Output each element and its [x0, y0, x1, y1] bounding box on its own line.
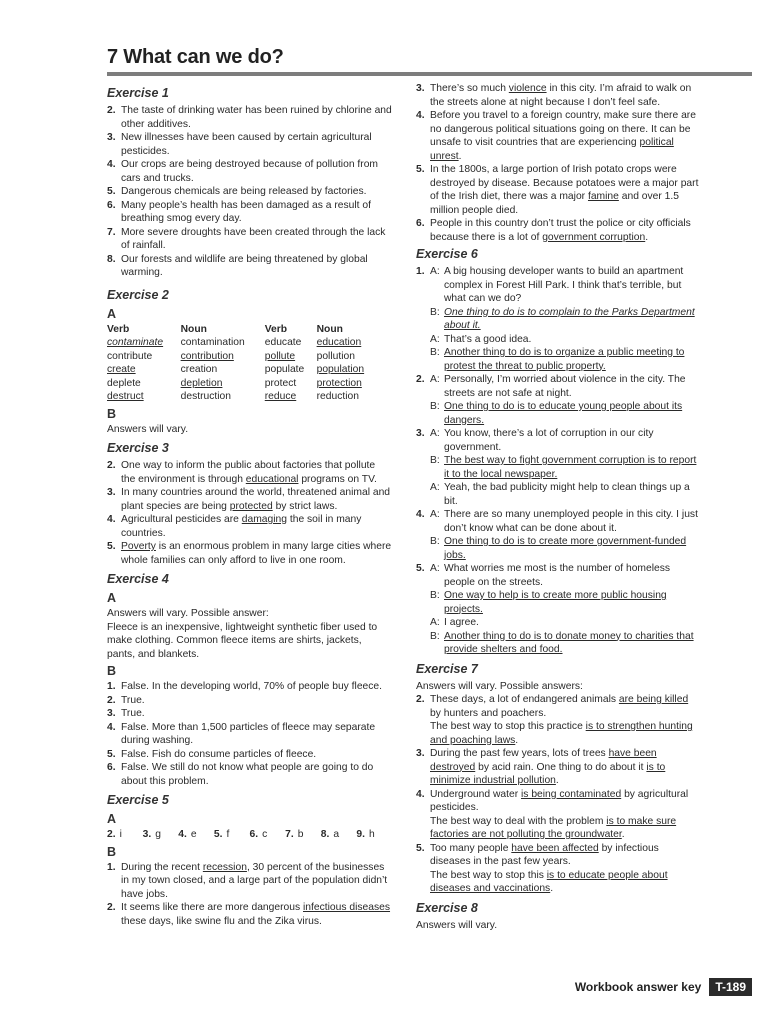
- exercise-8-heading: Exercise 8: [416, 900, 478, 915]
- match-answer: 6. c: [249, 829, 268, 840]
- exercise-5-part-b: B: [107, 844, 117, 859]
- answer-item: [107, 748, 392, 762]
- dialog-text: One thing to do is to educate young people about its dangers.: [444, 401, 683, 426]
- dialog-line: [430, 630, 701, 657]
- exercise-7-intro: Answers will vary. Possible answers:: [416, 680, 583, 692]
- page-title: 7 What can we do?: [107, 46, 284, 68]
- item-text: True.: [121, 708, 145, 719]
- item-text: True.: [121, 694, 145, 706]
- table-cell: create: [107, 364, 136, 375]
- speaker-label: B:: [430, 536, 440, 547]
- exercise-4-part-b: B: [107, 664, 117, 678]
- answer-item: [416, 217, 701, 244]
- item-text: People in this country don’t trust the police or city officials because there is a lot of government corruption.: [430, 218, 691, 243]
- speaker-label: B:: [430, 401, 440, 412]
- item-text: Underground water is being contaminated by agricultural pesticides. The best way to deal with the problem is to make sure factories are not polluting the groundwater.: [430, 788, 689, 840]
- dialog-item: [416, 373, 701, 427]
- exercise-6-heading: Exercise 6: [416, 247, 478, 261]
- item-number: 8.: [107, 253, 116, 265]
- item-text: False. More than 1,500 particles of fleece may separate during washing.: [121, 721, 376, 746]
- item-number: 1.: [107, 681, 116, 692]
- dialog-text: I agree.: [444, 617, 479, 628]
- exercise-5-list: [107, 861, 392, 929]
- item-text: False. In the developing world, 70% of people buy fleece.: [121, 681, 383, 692]
- item-number: 5.: [107, 748, 116, 760]
- item-number: 5.: [107, 541, 116, 552]
- table-cell: education: [316, 337, 362, 348]
- answer-item: [107, 459, 392, 486]
- dialog-item: [416, 562, 701, 657]
- dialog-line: [430, 454, 701, 481]
- footer-label: Workbook answer key: [574, 980, 702, 994]
- item-number: 5.: [416, 164, 425, 175]
- answer-item: [416, 109, 701, 163]
- dialog-line: [430, 562, 701, 589]
- answer-item: [107, 861, 392, 902]
- dialog-line: [430, 535, 701, 562]
- answer-item: [107, 486, 392, 513]
- exercise-2-b-answer: Answers will vary.: [107, 423, 189, 435]
- exercise-6-dialogs: [416, 265, 701, 657]
- answer-item: [107, 707, 392, 721]
- match-answer: 3. g: [142, 829, 161, 840]
- dialog-line: [430, 481, 701, 508]
- table-cell: populate: [264, 364, 305, 375]
- exercise-3-heading: Exercise 3: [107, 441, 169, 455]
- table-cell: reduction: [316, 391, 359, 402]
- table-cell: destruction: [180, 391, 231, 402]
- speaker-label: A:: [430, 509, 440, 520]
- dialog-text: The best way to fight government corruption is to report it to the local newspaper.: [444, 455, 697, 480]
- dialog-line: [430, 373, 701, 400]
- item-number: 2.: [107, 902, 116, 913]
- table-cell: creation: [180, 364, 218, 375]
- exercise-4-part-a: A: [107, 591, 117, 605]
- dialog-line: [430, 589, 701, 616]
- exercise-7-list: [416, 693, 701, 896]
- table-cell: pollution: [316, 350, 355, 362]
- exercise-4-a-answer: Fleece is an inexpensive, lightweight synthetic fiber used to make clothing. Common fleece items are shirts, jackets, pants, and blankets.: [107, 621, 378, 660]
- table-row: [107, 350, 379, 364]
- item-number: 4.: [416, 110, 425, 121]
- dialog-text: Yeah, the bad publicity might help to clean things up a bit.: [444, 482, 690, 507]
- page-footer: [575, 978, 752, 996]
- item-number: 4.: [107, 159, 116, 170]
- item-text: Before you travel to a foreign country, make sure there are no dangerous political situations going on there. It can be unsafe to visit countries that are experiencing political unrest.: [430, 110, 696, 162]
- exercise-7-heading: Exercise 7: [416, 661, 478, 676]
- item-text: In the 1800s, a large portion of Irish potato crops were destroyed by disease. Because potatoes were a major part of the Irish diet, there was a major famine and over 1.5 million people died.: [430, 164, 699, 216]
- item-number: 3.: [416, 748, 425, 759]
- speaker-label: A:: [430, 428, 440, 439]
- page-number: T-189: [709, 978, 752, 996]
- speaker-label: B:: [430, 590, 440, 601]
- exercise-8-answer: Answers will vary.: [416, 919, 498, 931]
- table-cell: educate: [264, 337, 302, 348]
- match-answer: 4. e: [178, 829, 197, 840]
- item-number: 3.: [107, 708, 116, 719]
- exercise-5-matches: [107, 828, 392, 842]
- answer-item: [107, 694, 392, 708]
- match-answer: 7. b: [285, 829, 304, 840]
- answer-item: [416, 788, 701, 842]
- exercise-2-part-a: A: [107, 306, 117, 321]
- left-column: [107, 82, 392, 928]
- match-answer: 8. a: [320, 829, 340, 840]
- item-number: 5.: [416, 842, 425, 854]
- dialog-item: [416, 427, 701, 508]
- table-cell: reduce: [264, 391, 297, 402]
- answer-item: [107, 199, 392, 226]
- dialog-text: There are so many unemployed people in this city. I just don’t know what can be done about it.: [444, 509, 698, 534]
- item-text: Dangerous chemicals are being released by factories.: [121, 186, 367, 197]
- answer-item: [107, 540, 392, 567]
- table-cell: contamination: [180, 337, 245, 348]
- speaker-label: B:: [430, 347, 440, 358]
- table-cell: depletion: [180, 377, 223, 389]
- table-cell: contribute: [107, 350, 153, 362]
- table-row: [107, 390, 379, 404]
- dialog-line: [430, 333, 701, 347]
- speaker-label: B:: [430, 455, 440, 466]
- item-text: In many countries around the world, threatened animal and plant species are being protected by strict laws.: [121, 487, 391, 512]
- dialog-text: One thing to do is to complain to the Parks Department about it.: [444, 306, 695, 331]
- exercise-5-part-a: A: [107, 812, 117, 826]
- answer-item: [416, 163, 701, 217]
- dialog-line: [430, 265, 701, 306]
- speaker-label: A:: [430, 482, 440, 493]
- item-number: 6.: [416, 218, 425, 229]
- dialog-line: [430, 400, 701, 427]
- item-number: 3.: [107, 132, 116, 143]
- exercise-1-list: [107, 104, 392, 280]
- table-header: Noun: [180, 323, 207, 335]
- item-number: 4.: [416, 509, 425, 520]
- table-cell: contribution: [180, 350, 234, 362]
- item-text: Agricultural pesticides are damaging the soil in many countries.: [121, 514, 362, 539]
- match-answer: 9. h: [356, 829, 375, 840]
- item-number: 4.: [107, 721, 116, 733]
- answer-item: [416, 82, 701, 109]
- dialog-item: [416, 265, 701, 373]
- answer-item: [107, 253, 392, 280]
- item-number: 7.: [107, 226, 116, 238]
- dialog-line: [430, 346, 701, 373]
- dialog-text: Another thing to do is to organize a public meeting to protest the threat to public property.: [444, 347, 685, 372]
- answer-item: [107, 721, 392, 748]
- speaker-label: A:: [430, 266, 440, 277]
- item-text: It seems like there are more dangerous infectious diseases these days, like swine flu and the Zika virus.: [121, 902, 391, 927]
- item-number: 3.: [107, 487, 116, 498]
- item-number: 1.: [416, 266, 425, 277]
- table-header: Verb: [107, 323, 130, 335]
- table-cell: pollute: [264, 350, 296, 362]
- item-number: 3.: [416, 428, 425, 439]
- speaker-label: A:: [430, 563, 440, 574]
- item-number: 6.: [107, 199, 116, 211]
- item-text: During the recent recession, 30 percent of the businesses in my town closed, and a large part of the population didn’t have jobs.: [121, 861, 388, 900]
- dialog-text: One thing to do is to create more government-funded jobs.: [444, 536, 687, 561]
- item-number: 5.: [107, 186, 116, 197]
- item-number: 6.: [107, 762, 116, 773]
- table-cell: protect: [264, 377, 297, 389]
- exercise-5-heading: Exercise 5: [107, 793, 169, 807]
- item-number: 4.: [107, 514, 116, 525]
- item-text: New illnesses have been caused by certain agricultural pesticides.: [121, 132, 372, 157]
- answer-item: [107, 761, 392, 788]
- answer-item: [107, 680, 392, 694]
- answer-item: [107, 513, 392, 540]
- answer-item: [107, 104, 392, 131]
- speaker-label: A:: [430, 333, 440, 345]
- dialog-line: [430, 427, 701, 454]
- dialog-item: [416, 508, 701, 562]
- dialog-text: You know, there’s a lot of corruption in our city government.: [444, 428, 654, 453]
- item-number: 1.: [107, 861, 116, 873]
- table-cell: destruct: [107, 391, 144, 402]
- word-form-table: [107, 323, 379, 404]
- speaker-label: A:: [430, 617, 440, 628]
- table-row: [107, 363, 379, 377]
- dialog-text: Personally, I’m worried about violence in the city. The streets are not safe at night.: [444, 374, 686, 399]
- answer-item: [107, 226, 392, 253]
- dialog-line: [430, 508, 701, 535]
- table-row: [107, 336, 379, 350]
- answer-item: [107, 158, 392, 185]
- table-row: [107, 377, 379, 391]
- answer-item: [416, 842, 701, 896]
- item-text: Too many people have been affected by infectious diseases in the past few years. The best way to stop this is to educate people about diseases and vaccinations.: [430, 842, 668, 894]
- item-text: Our forests and wildlife are being threatened by global warming.: [121, 253, 368, 278]
- table-cell: contaminate: [107, 337, 164, 348]
- item-text: False. Fish do consume particles of fleece.: [121, 748, 317, 760]
- item-text: Our crops are being destroyed because of pollution from cars and trucks.: [121, 159, 378, 184]
- exercise-2-heading: Exercise 2: [107, 287, 169, 302]
- exercise-5-list-continued: [416, 82, 701, 244]
- item-number: 2.: [107, 694, 116, 706]
- item-text: These days, a lot of endangered animals are being killed by hunters and poachers. The best way to stop this practice is to strengthen hunting and poaching laws.: [430, 694, 693, 746]
- table-cell: population: [316, 364, 365, 375]
- speaker-label: A:: [430, 374, 440, 385]
- title-rule: [107, 72, 752, 76]
- answer-item: [107, 901, 392, 928]
- exercise-3-list: [107, 459, 392, 567]
- item-number: 4.: [416, 788, 425, 800]
- table-cell: protection: [316, 377, 362, 389]
- speaker-label: B:: [430, 306, 440, 318]
- item-text: False. We still do not know what people are going to do about this problem.: [121, 762, 374, 787]
- item-text: There’s so much violence in this city. I’m afraid to walk on the streets alone at night because I don’t feel safe.: [430, 83, 692, 108]
- item-text: Poverty is an enormous problem in many large cities where whole families can only afford to live in one room.: [121, 541, 392, 566]
- item-number: 2.: [107, 460, 116, 471]
- dialog-line: [430, 616, 701, 630]
- match-answer: 2. i: [107, 829, 122, 840]
- dialog-text: One way to help is to create more public housing projects.: [444, 590, 667, 615]
- answer-item: [416, 693, 701, 747]
- item-text: More severe droughts have been created through the lack of rainfall.: [121, 226, 386, 251]
- item-text: The taste of drinking water has been ruined by chlorine and other additives.: [121, 105, 392, 130]
- speaker-label: B:: [430, 630, 440, 642]
- exercise-4-list: [107, 680, 392, 788]
- dialog-text: Another thing to do is to donate money to charities that provide shelters and food.: [444, 630, 694, 655]
- dialog-text: That’s a good idea.: [444, 333, 532, 345]
- item-number: 2.: [107, 105, 116, 116]
- exercise-4-a-intro: Answers will vary. Possible answer:: [107, 608, 269, 619]
- dialog-text: What worries me most is the number of homeless people on the streets.: [444, 563, 671, 588]
- item-text: One way to inform the public about factories that pollute the environment is through educational programs on TV.: [121, 460, 377, 485]
- right-column: [416, 82, 701, 934]
- match-answer: 5. f: [213, 829, 230, 840]
- answer-item: [107, 131, 392, 158]
- exercise-1-heading: Exercise 1: [107, 86, 169, 100]
- table-header: Verb: [264, 323, 288, 335]
- item-number: 5.: [416, 563, 425, 574]
- item-number: 2.: [416, 694, 425, 705]
- answer-item: [416, 747, 701, 788]
- item-text: Many people’s health has been damaged as a result of breathing smog every day.: [121, 199, 371, 224]
- item-number: 2.: [416, 374, 425, 385]
- item-number: 3.: [416, 83, 425, 94]
- exercise-2-part-b: B: [107, 406, 117, 421]
- item-text: During the past few years, lots of trees have been destroyed by acid rain. One thing to do about it is to minimize industrial pollution.: [430, 748, 666, 786]
- answer-item: [107, 185, 392, 199]
- exercise-4-heading: Exercise 4: [107, 572, 169, 586]
- table-cell: deplete: [107, 377, 141, 389]
- table-header: Noun: [316, 323, 343, 335]
- dialog-text: A big housing developer wants to build an apartment complex in Forest Hill Park. I think that’s terrible, but what can we do?: [444, 266, 684, 304]
- dialog-line: [430, 306, 701, 333]
